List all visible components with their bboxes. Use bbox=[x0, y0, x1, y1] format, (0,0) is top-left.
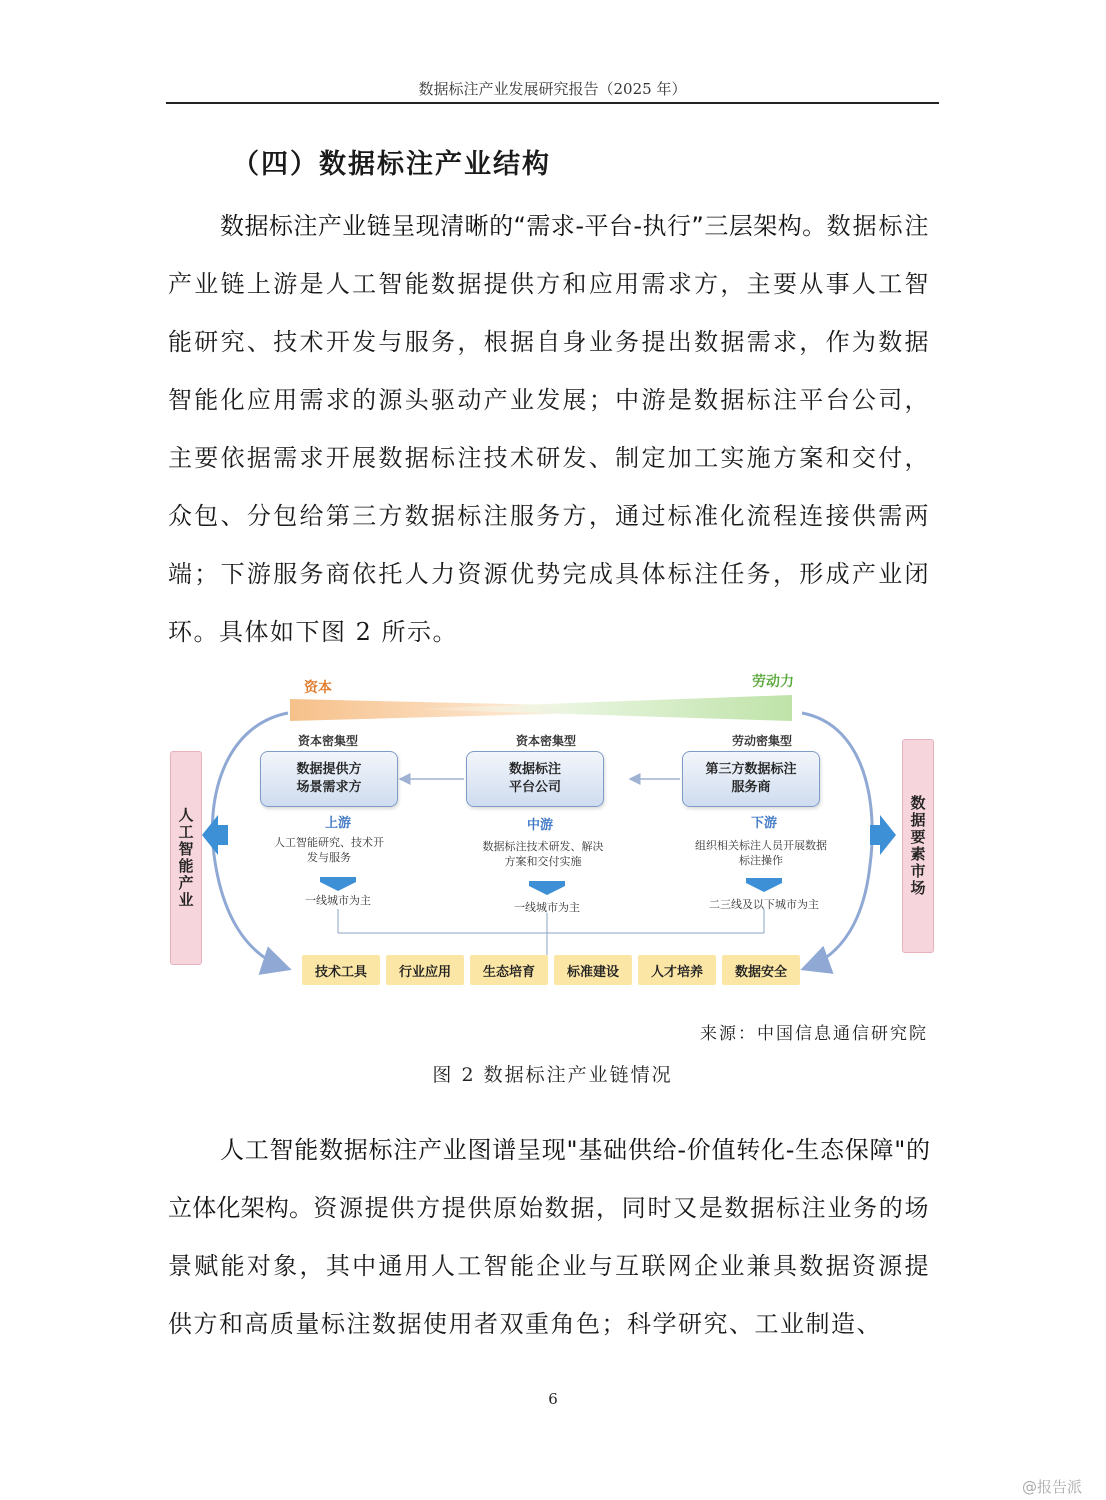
tag-ecosystem: 生态培育 bbox=[470, 955, 548, 985]
page-header: 数据标注产业发展研究报告（2025 年） bbox=[418, 80, 687, 98]
node-data-provider-label: 数据提供方 场景需求方 bbox=[296, 762, 362, 795]
desc-upstream: 人工智能研究、技术开 发与服务 bbox=[274, 836, 384, 864]
corner-mark: @报告派 bbox=[1022, 1478, 1083, 1496]
page-number: 6 bbox=[548, 1390, 558, 1408]
right-fat-arrow bbox=[870, 815, 896, 855]
section-title: （四）数据标注产业结构 bbox=[232, 149, 551, 180]
paragraph-2-lead: 人工智能数据标注产业图谱呈现"基础供给-价值转化-生态保障"的立体化架构。 bbox=[168, 1136, 930, 1222]
paragraph-2 bbox=[168, 1121, 930, 1353]
stream-label-downstream: 下游 bbox=[750, 816, 777, 831]
paragraph-1 bbox=[168, 197, 930, 661]
side-box-data-market-label: 数据要素市场 bbox=[908, 795, 927, 897]
industry-chain-figure bbox=[166, 665, 938, 995]
node-annotation-platform-label: 数据标注 平台公司 bbox=[508, 762, 561, 795]
side-box-ai-industry-label: 人工智能产业 bbox=[176, 807, 195, 909]
node-annotation-platform bbox=[466, 751, 604, 807]
type-label-midstream: 资本密集型 bbox=[515, 734, 576, 748]
figure-source: 来源：中国信息通信研究院 bbox=[700, 1024, 928, 1044]
down-arrow-downstream bbox=[746, 878, 782, 892]
stream-label-midstream: 中游 bbox=[526, 818, 553, 833]
capital-label: 资本 bbox=[304, 680, 332, 696]
node-third-party-service-label: 第三方数据标注 服务商 bbox=[705, 762, 797, 795]
desc-midstream: 数据标注技术研发、解决 方案和交付实施 bbox=[482, 840, 604, 868]
city-downstream: 二三线及以下城市为主 bbox=[709, 898, 819, 911]
header-rule bbox=[166, 102, 939, 104]
tag-industry-application: 行业应用 bbox=[386, 955, 464, 985]
desc-downstream: 组织相关标注人员开展数据 标注操作 bbox=[695, 839, 827, 867]
paragraph-2-body: 资源提供方提供原始数据，同时又是数据标注业务的场景赋能对象，其中通用人工智能企业与互联网企业兼具数据资源提供方和高质量标注数据使用者双重角色；科学研究、工业制造、 bbox=[168, 1194, 931, 1338]
paragraph-1-lead: 数据标注产业链呈现清晰的“需求-平台-执行”三层架构。 bbox=[220, 212, 827, 240]
tag-talent: 人才培养 bbox=[638, 955, 716, 985]
labor-wedge bbox=[406, 695, 792, 721]
side-box-ai-industry bbox=[170, 751, 202, 965]
side-box-data-market bbox=[902, 739, 934, 953]
node-third-party-service bbox=[682, 751, 820, 807]
tag-data-security: 数据安全 bbox=[722, 955, 800, 985]
labor-label: 劳动力 bbox=[752, 674, 794, 690]
city-upstream: 一线城市为主 bbox=[305, 894, 371, 907]
type-label-upstream: 资本密集型 bbox=[297, 734, 358, 748]
city-midstream: 一线城市为主 bbox=[514, 901, 580, 914]
left-fat-arrow bbox=[202, 815, 228, 855]
down-arrow-upstream bbox=[320, 877, 356, 891]
tag-standards: 标准建设 bbox=[554, 955, 632, 985]
down-arrow-midstream bbox=[529, 881, 565, 895]
type-label-downstream: 劳动密集型 bbox=[731, 734, 792, 748]
paragraph-1-body: 数据标注产业链上游是人工智能数据提供方和应用需求方，主要从事人工智能研究、技术开发与服务，根据自身业务提出数据需求，作为数据智能化应用需求的源头驱动产业发展；中游是数据标注平台公司，主要依据需求开展数据标注技术研发、制定加工实施方案和交付，众包、分包给第三方数据标注服务方，通过标准化流程连接供需两端；下游服务商依托人力资源优势完成具体标注任务，形成产业闭环。具体如下图 2 所示。 bbox=[168, 212, 931, 646]
figure-caption: 图 2 数据标注产业链情况 bbox=[432, 1064, 673, 1086]
stream-label-upstream: 上游 bbox=[324, 816, 351, 831]
support-tags bbox=[302, 955, 802, 985]
node-data-provider bbox=[260, 751, 398, 807]
tag-tech-tools: 技术工具 bbox=[302, 955, 380, 985]
